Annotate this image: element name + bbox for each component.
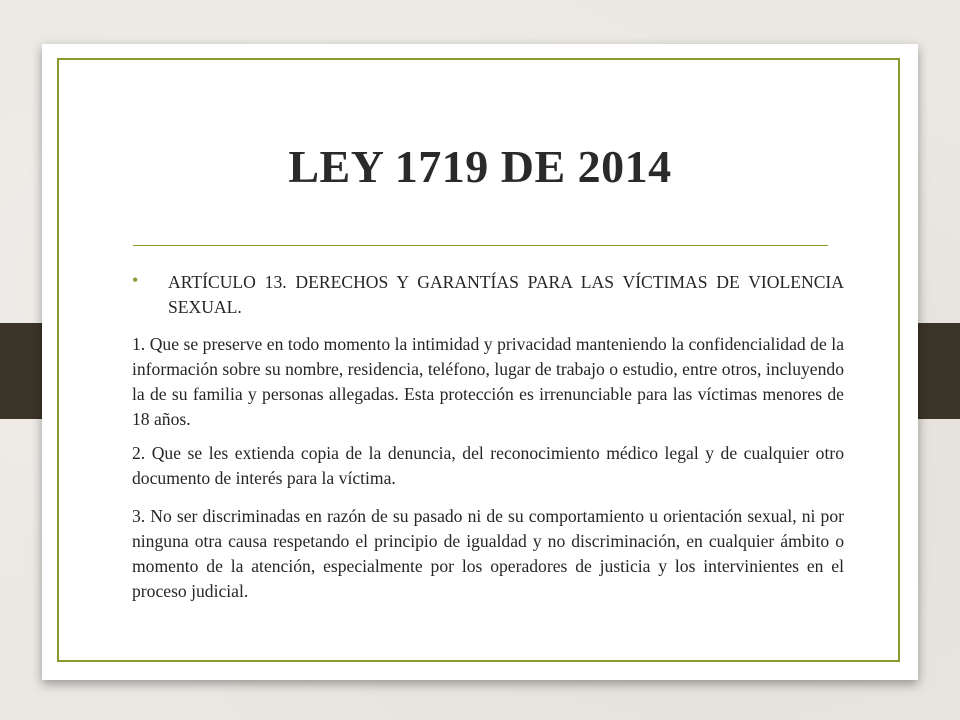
article-heading: ARTÍCULO 13. DERECHOS Y GARANTÍAS PARA LAS VÍCTIMAS DE VIOLENCIA SEXUAL. bbox=[168, 272, 844, 317]
bullet-item bbox=[132, 270, 844, 320]
slide-content bbox=[132, 270, 844, 615]
slide-title: LEY 1719 DE 2014 bbox=[288, 141, 672, 192]
slide-card bbox=[42, 44, 918, 680]
bullet-icon: • bbox=[132, 270, 139, 290]
paragraph-1: 1. Que se preserve en todo momento la intimidad y privacidad manteniendo la confidencialidad de la información sobre su nombre, residencia, teléfono, lugar de trabajo o estudio, entre otros, incluyendo la de su familia y personas allegadas. Esta protección es irrenunciable para las víctimas menores de 18 años. bbox=[132, 334, 844, 429]
paragraph-2: 2. Que se les extienda copia de la denuncia, del reconocimiento médico legal y de cualquier otro documento de interés para la víctima. bbox=[132, 443, 844, 488]
paragraph-3: 3. No ser discriminadas en razón de su pasado ni de su comportamiento u orientación sexual, ni por ninguna otra causa respetando el principio de igualdad y no discriminación, en cualquier ámbito o momento de la atención, especialmente por los operadores de justicia y los intervinientes en el proceso judicial. bbox=[132, 506, 844, 601]
title-divider bbox=[133, 245, 828, 246]
